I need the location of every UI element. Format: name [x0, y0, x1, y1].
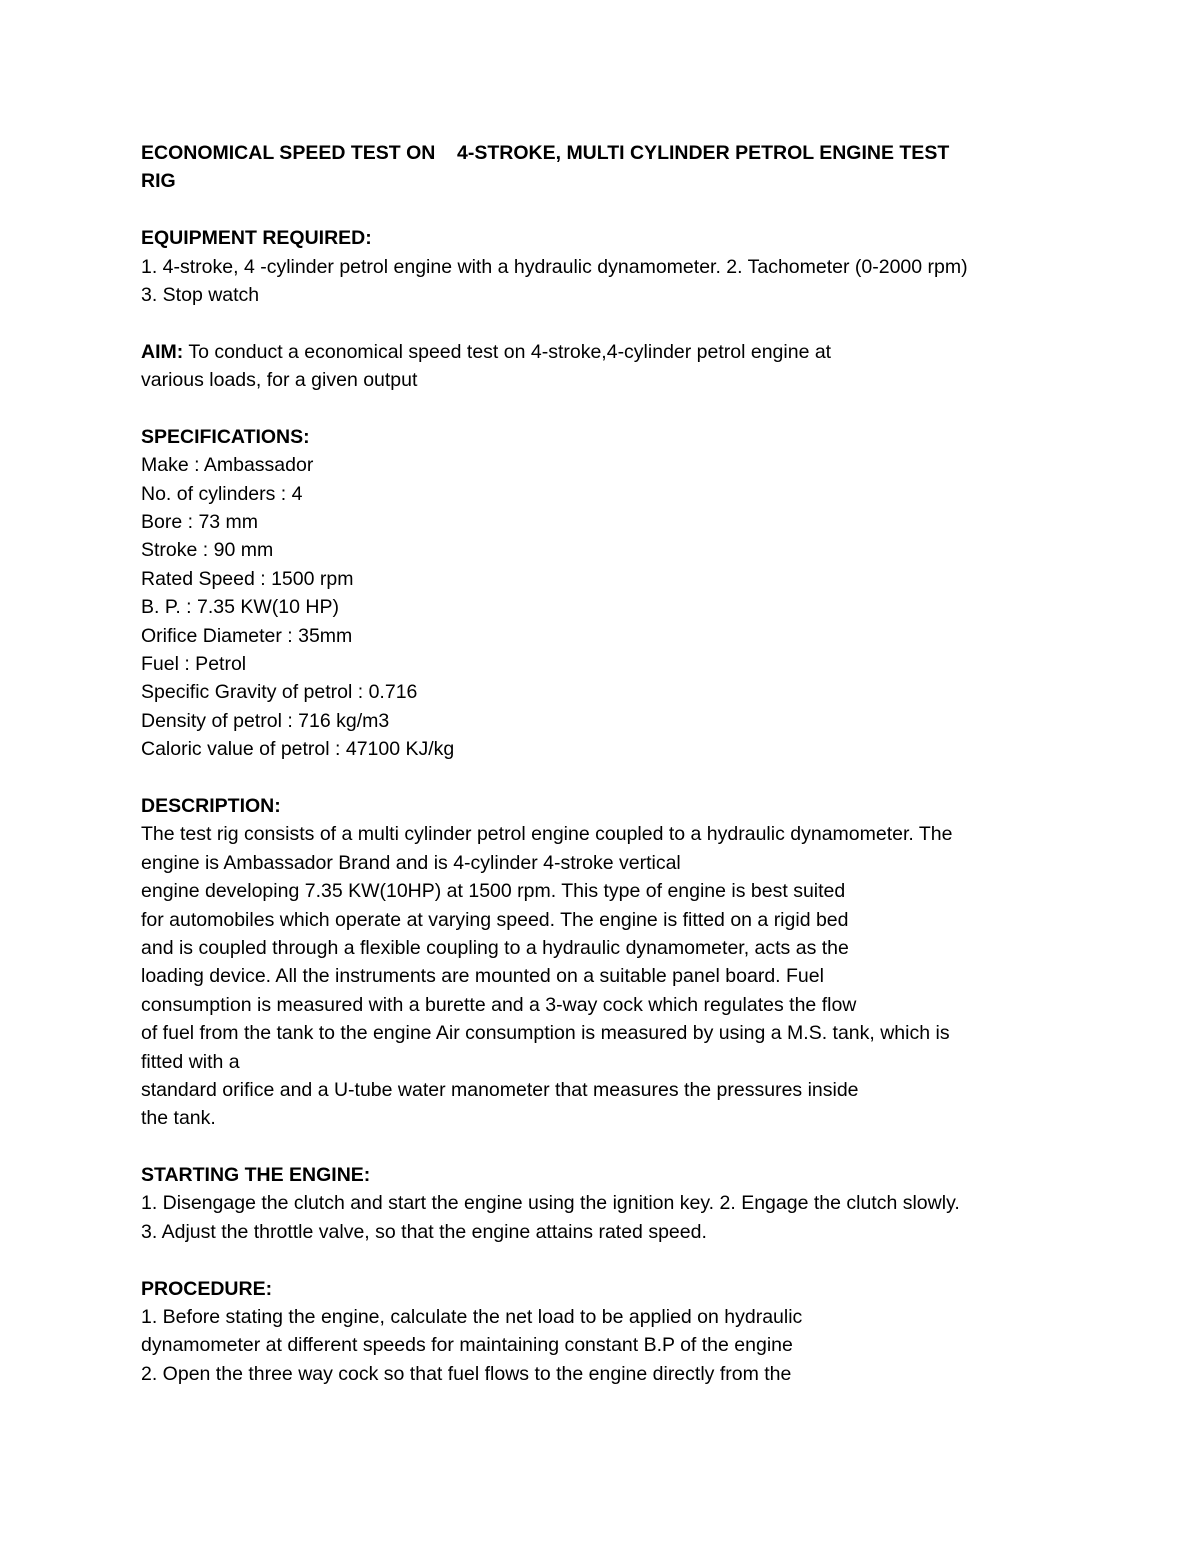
procedure-line: dynamometer at different speeds for maintaining constant B.P of the engine — [141, 1334, 793, 1357]
procedure-line: 1. Before stating the engine, calculate the net load to be applied on hydraulic — [141, 1306, 803, 1329]
equipment-line: 1. 4-stroke, 4 -cylinder petrol engine with a hydraulic dynamometer. 2. Tachometer (0-2000 rpm) — [141, 255, 968, 278]
starting-line: 1. Disengage the clutch and start the engine using the ignition key. 2. Engage the clutch slowly. — [141, 1192, 960, 1215]
aim-line-1 — [141, 338, 1061, 366]
description-line: consumption is measured with a burette and a 3-way cock which regulates the flow — [141, 993, 857, 1016]
description-line: the tank. — [141, 1107, 216, 1130]
description-line: The test rig consists of a multi cylinder petrol engine coupled to a hydraulic dynamometer. The — [141, 823, 953, 846]
starting-line: 3. Adjust the throttle valve, so that the engine attains rated speed. — [141, 1220, 707, 1243]
procedure-heading: PROCEDURE: — [141, 1277, 273, 1300]
spec-line: Specific Gravity of petrol : 0.716 — [141, 681, 418, 704]
starting-heading: STARTING THE ENGINE: — [141, 1164, 371, 1187]
document-body — [141, 139, 1061, 1388]
spec-line: Bore : 73 mm — [141, 511, 259, 534]
spacer — [141, 764, 1061, 792]
spec-line: Fuel : Petrol — [141, 653, 247, 676]
spec-line: Rated Speed : 1500 rpm — [141, 567, 354, 590]
aim-line-2: various loads, for a given output — [141, 369, 418, 392]
spec-line: B. P. : 7.35 KW(10 HP) — [141, 596, 339, 619]
procedure-line: 2. Open the three way cock so that fuel flows to the engine directly from the — [141, 1362, 792, 1385]
aim-text: To conduct a economical speed test on 4-stroke,4-cylinder petrol engine at — [183, 340, 832, 363]
description-line: and is coupled through a flexible coupling to a hydraulic dynamometer, acts as the — [141, 936, 849, 959]
description-heading: DESCRIPTION: — [141, 794, 281, 817]
description-line: standard orifice and a U-tube water manometer that measures the pressures inside — [141, 1078, 859, 1101]
spec-line: Make : Ambassador — [141, 454, 314, 477]
spec-line: Caloric value of petrol : 47100 KJ/kg — [141, 738, 455, 761]
spec-line: Density of petrol : 716 kg/m3 — [141, 709, 390, 732]
description-line: of fuel from the tank to the engine Air consumption is measured by using a M.S. tank, which is — [141, 1022, 950, 1045]
description-line: for automobiles which operate at varying speed. The engine is fitted on a rigid bed — [141, 908, 849, 931]
spec-line: No. of cylinders : 4 — [141, 482, 303, 505]
spacer — [141, 395, 1061, 423]
spacer — [141, 1246, 1061, 1274]
equipment-line: 3. Stop watch — [141, 283, 260, 306]
description-line: fitted with a — [141, 1050, 240, 1073]
description-line: engine developing 7.35 KW(10HP) at 1500 rpm. This type of engine is best suited — [141, 880, 846, 903]
description-line: loading device. All the instruments are mounted on a suitable panel board. Fuel — [141, 965, 824, 988]
aim-label: AIM: — [141, 340, 184, 363]
specifications-heading: SPECIFICATIONS: — [141, 425, 310, 448]
equipment-heading: EQUIPMENT REQUIRED: — [141, 227, 372, 250]
spacer — [141, 196, 1061, 224]
description-line: engine is Ambassador Brand and is 4-cylinder 4-stroke vertical — [141, 851, 681, 874]
spec-line: Stroke : 90 mm — [141, 539, 274, 562]
document-title-line-1: ECONOMICAL SPEED TEST ON 4-STROKE, MULTI CYLINDER PETROL ENGINE TEST — [141, 142, 950, 164]
document-title-line-2: RIG — [141, 170, 176, 193]
spacer — [141, 1133, 1061, 1161]
spec-line: Orifice Diameter : 35mm — [141, 624, 353, 647]
spacer — [141, 309, 1061, 337]
